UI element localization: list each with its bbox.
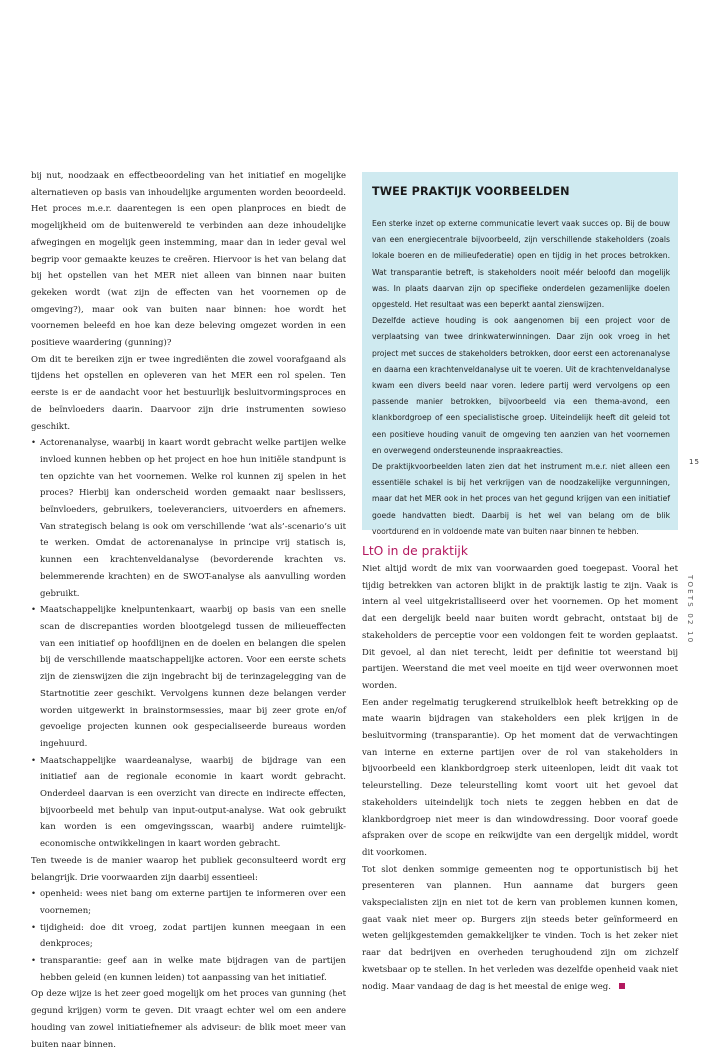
- list-item: • Maatschappelijke waardeanalyse, waarbij de bijdrage van een initiatief aan de regionale economie in kaart wordt gebracht. Onderdeel daarvan is een overzicht van directe en indirecte effecten, bijvoorbeeld met behulp van input-output-analyse. Wat ook gebruikt kan worden is een omgevingsscan, waarbij andere ruimtelijk-economische ontwikkelingen in kaart worden gebracht.: [31, 753, 346, 853]
- instrument-list: [31, 435, 346, 853]
- list-item: • openheid: wees niet bang om externe partijen te informeren over een voornemen;: [31, 886, 346, 919]
- section-paragraph: Niet altijd wordt de mix van voorwaarden goed toegepast. Vooral het tijdig betrekken van actoren blijkt in de praktijk lastig te zijn. Vaak is intern al veel uitgekristalliseerd over het voornemen. Op het moment dat een dergelijk beeld naar buiten wordt gebracht, ontstaat bij de stakeholders de perceptie voor een voldongen feit te worden geplaatst. Dit gevoel, al dan niet terecht, leidt per definitie tot weerstand bij partijen. Weerstand die met veel moeite en tijd weer overwonnen moet worden.: [362, 564, 678, 691]
- list-item: • tijdigheid: doe dit vroeg, zodat partijen kunnen meegaan in een denkproces;: [31, 920, 346, 953]
- list-item: • Actorenanalyse, waarbij in kaart wordt gebracht welke partijen welke invloed kunnen hebben op het project en hoe hun initiële standpunt is ten opzichte van het voornemen. Welke rol kunnen zij spelen in het proces? Hierbij kan onderscheid worden gemaakt naar beslissers, beïnvloeders, gebruikers, toeleveranciers, uitvoerders en afnemers. Van strategisch belang is ook om verschillende ‘wat als’-scenario’s uit te werken. Omdat de actorenanalyse in principe vrij statisch is, kunnen een krachtenveldanalyse (bevorderende krachten vs. belemmerende krachten) en de SWOT-analyse als aanvulling worden gebruikt.: [31, 435, 346, 602]
- body-paragraph: Om dit te bereiken zijn er twee ingrediënten die zowel voorafgaand als tijdens het opstellen en opleveren van het MER een rol spelen. Ten eerste is er de aandacht voor het bestuurlijk besluitvormingsproces en de beïnvloeders daarin. Daarvoor zijn drie instrumenten sowieso geschikt.: [31, 354, 346, 432]
- page-number: 15: [689, 458, 700, 466]
- right-column: [362, 561, 678, 995]
- section-paragraph: Een ander regelmatig terugkerend struikelblok heeft betrekking op de mate waarin bijdragen van stakeholders een plek krijgen in de besluitvorming (transparantie). Op het moment dat de verwachtingen van interne en externe partijen over de rol van stakeholders in bijvoorbeeld een klankbordgroep sterk uiteenlopen, leidt dit vaak tot teleurstelling. Deze teleurstelling komt voort uit het gevoel dat stakeholders uiteindelijk toch niets te zeggen hebben en dat de klankbordgroep niet meer is dan windowdressing. Door vooraf goede afspraken over de scope en reikwijdte van een dergelijk middel, wordt dit voorkomen.: [362, 697, 678, 858]
- body-paragraph: Op deze wijze is het zeer goed mogelijk om het proces van gunning (het gegund krijgen) vorm te geven. Dit vraagt echter wel om een andere houding van zowel initiatiefnemer als adviseur: de blik moet meer van buiten naar binnen.: [31, 989, 346, 1050]
- box-paragraph: Een sterke inzet op externe communicatie levert vaak succes op. Bij de bouw van een energiecentrale bijvoorbeeld, zijn verschillende stakeholders (zoals lokale boeren en de milieufederatie) open en tijdig in het proces betrokken. Wat transparantie betreft, is stakeholders nooit méér beloofd dan mogelijk was. In plaats daarvan zijn op specifieke onderdelen gezamenlijke doelen opgesteld. Het resultaat was een beperkt aantal zienswijzen.: [372, 219, 670, 310]
- journal-side-label: TOETS 02 10: [686, 575, 694, 645]
- body-paragraph: Ten tweede is de manier waarop het publiek geconsulteerd wordt erg belangrijk. Drie voorwaarden zijn daarbij essentieel:: [31, 855, 346, 883]
- list-item: • transparantie: geef aan in welke mate bijdragen van de partijen hebben geleid (en kunnen leiden) tot aanpassing van het initiatief.: [31, 953, 346, 986]
- box-paragraph: Dezelfde actieve houding is ook aangenomen bij een project voor de verplaatsing van twee drinkwaterwinningen. Daar zijn ook vroeg in het project met succes de stakeholders betrokken, door eerst een actorenanalyse en daarna een krachtenveldanalyse uit te voeren. Uit de krachtenveldanalyse kwam een divers beeld naar voren. Iedere partij werd vervolgens op een passende manier betrokken, bijvoorbeeld via een thema-avond, een klankbordgroep of een specialistische groep. Uiteindelijk heeft dit geleid tot een positieve houding vanuit de omgeving ten aanzien van het voornemen en overwegend ondersteunende inspraakreacties.: [372, 316, 670, 455]
- box-title: TWEE PRAKTIJK VOORBEELDEN: [372, 185, 570, 198]
- examples-box: [362, 172, 678, 536]
- list-item: • Maatschappelijke knelpuntenkaart, waarbij op basis van een snelle scan de discrepanties worden blootgelegd tussen de milieueffecten van een initiatief op hoofdlijnen en de doelen en belangen die spelen bij de verschillende maatschappelijke actoren. Voor een eerste schets zijn de zienswijzen die zijn ingebracht bij de terinzagelegging van de Startnotitie zeer geschikt. Vervolgens kunnen deze belangen verder worden uitgewerkt in brainstormsessies, maar bij zeer grote en/of gevoelige projecten kunnen ook gespecialiseerde bureaus worden ingehuurd.: [31, 602, 346, 752]
- end-of-article-mark: [619, 983, 625, 989]
- conditions-list: [31, 886, 346, 986]
- section-paragraph-text: Tot slot denken sommige gemeenten nog te opportunistisch bij het presenteren van plannen. Hun aanname dat burgers geen vakspecialisten zijn en niet tot de kern van problemen kunnen komen, gaat vaak niet meer op. Burgers zijn steeds beter geïnformeerd en weten gelijkgestemden gemakkelijker te vinden. Toch is het zeker niet raar dat bedrijven en overheden terughoudend zijn om zichzelf kwetsbaar op te stellen. In het verleden was dezelfde openheid vaak niet nodig. Maar vandaag de dag is het meestal de enige weg.: [362, 864, 678, 992]
- box-text: [372, 216, 670, 540]
- section-title: LtO in de praktijk: [362, 544, 468, 558]
- intro-paragraph: bij nut, noodzaak en effectbeoordeling van het initiatief en mogelijke alternatieven op basis van inhoudelijke argumenten worden beoordeeld. Het proces m.e.r. daarentegen is een open planproces en biedt de mogelijkheid om de buitenwereld te verbinden aan deze inhoudelijke afwegingen en mogelijk geen instemming, maar dan in ieder geval wel begrip voor gemaakte keuzes te creëren. Hiervoor is het van belang dat bij het opstellen van het MER niet alleen van binnen naar buiten gekeken wordt (wat zijn de effecten van het voornemen op de omgeving?), maar ook van buiten naar binnen: hoe wordt het voornemen beleefd en hoe kan deze beleving omgezet worden in een positieve waardering (gunning)?: [31, 171, 346, 349]
- section-paragraph-last: [362, 862, 678, 996]
- left-column: [31, 168, 346, 1053]
- box-paragraph: De praktijkvoorbeelden laten zien dat het instrument m.e.r. niet alleen een essentiële schakel is bij het verkrijgen van de noodzakelijke vergunningen, maar dat het MER ook in het proces van het gegund krijgen van een initiatief goede handvatten biedt. Daarbij is het wel van belang om de blik voortdurend en in voldoende mate van buiten naar binnen te hebben.: [372, 462, 670, 536]
